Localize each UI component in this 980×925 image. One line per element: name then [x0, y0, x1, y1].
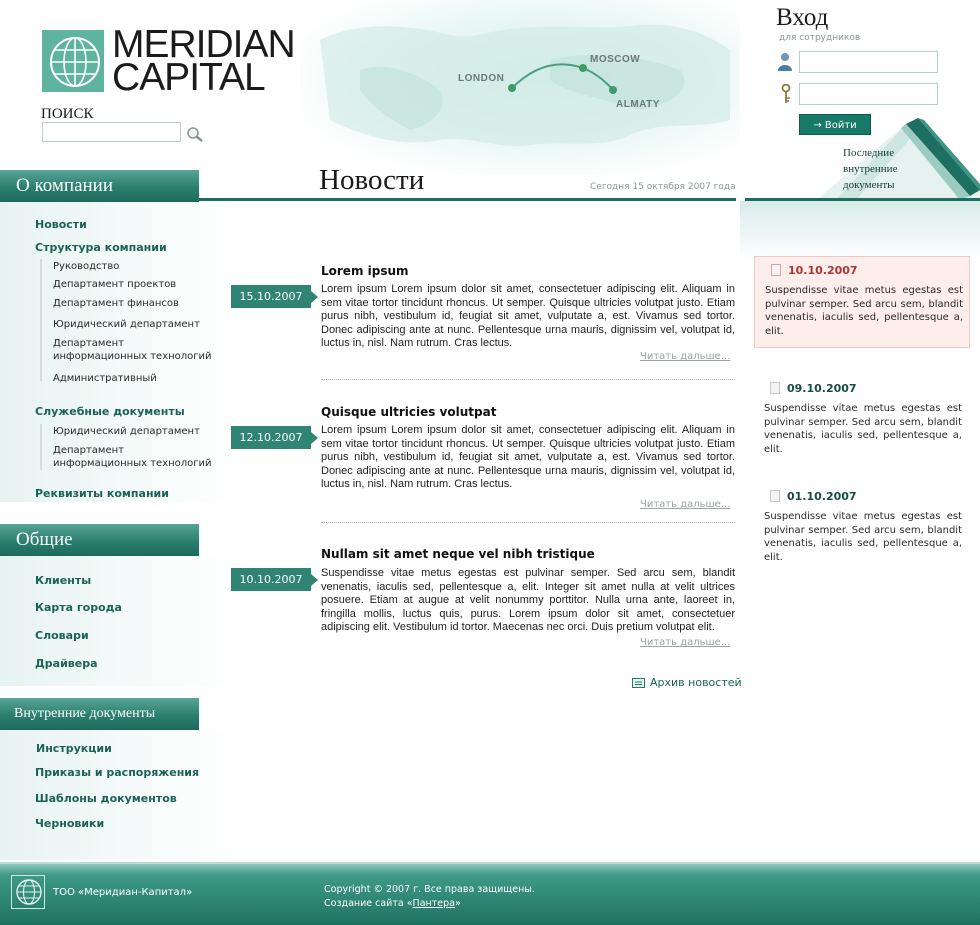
news-text: Suspendisse vitae metus egestas est pulvinar semper. Sed arcu sem, blandit venenatis, iaculis sed, pellentesque a, elit. Integer sit amet nulla at velit ultrices posuere. Etiam at augue at velit nonummy porttitor. Nulla urna ante, laoreet in, fringilla mollis, luctus quis, purus. Lorem ipsum dolor sit amet, consectetuer adipiscing elit. Vestibulum id tortor. Maecenas nec orci. Duis pretium volutpat elit. [321, 567, 735, 633]
footer-copyright-block [324, 883, 535, 911]
nav-templates[interactable]: Шаблоны документов [35, 792, 177, 805]
nav-requisites[interactable]: Реквизиты компании [35, 487, 169, 500]
nav-service-docs[interactable]: Служебные документы [35, 405, 185, 418]
docs-label-line-3: документы [843, 179, 895, 191]
footer-credit [324, 897, 535, 911]
docs-label-line-1: Последние [843, 147, 895, 159]
doc-date[interactable]: 09.10.2007 [787, 382, 857, 395]
news-archive-link[interactable]: Архив новостей [650, 676, 742, 689]
section-header-company: О компании [0, 170, 199, 202]
news-date-tag: 10.10.2007 [231, 568, 311, 591]
login-password-field[interactable] [799, 83, 938, 105]
read-more-link[interactable]: Читать дальше... [640, 637, 731, 648]
news-text: Lorem ipsum Lorem ipsum dolor sit amet, consectetuer adipiscing elit. Aliquam in sem vitae tortor tincidunt rhoncus. Ut semper. Quisque ultricies volutpat justo. Etiam purus nibh, vestibulum id, feugiat sit amet, vulputate a, est. Vivamus sed tortor. Donec adipiscing ante at nunc. Pellentesque urna mauris, dignissim vel, volutpat id, luctus in, nisl. Nam rutrum. Cras lectus. [321, 424, 735, 490]
nav-sub-projects[interactable]: Департамент проектов [53, 279, 177, 290]
news-date-tag: 15.10.2007 [231, 285, 311, 308]
search-input[interactable] [42, 122, 181, 142]
nav-dictionaries[interactable]: Словари [35, 629, 89, 642]
footer-developer-link[interactable]: Пантера [412, 898, 455, 909]
company-logo[interactable] [42, 23, 295, 99]
nav-sub-legal[interactable]: Юридический департамент [53, 319, 200, 330]
search-label: ПОИСК [41, 106, 94, 122]
news-text: Lorem ipsum Lorem ipsum dolor sit amet, consectetuer adipiscing elit. Aliquam in sem vitae tortor tincidunt rhoncus. Ut semper. Quisque ultricies volutpat justo. Etiam purus nibh, vestibulum id, feugiat sit amet, vulputate a, est. Vivamus sed tortor. Donec adipiscing ante at nunc. Pellentesque urna mauris, dignissim vel, volutpat id, luctus in, nisl. Nam rutrum. Cras lectus. [321, 283, 735, 349]
nav-news[interactable]: Новости [35, 218, 87, 231]
news-title[interactable]: Lorem ipsum [321, 264, 409, 278]
nav-sub-admin[interactable]: Административный [53, 373, 157, 384]
footer-company-name: ТОО «Меридиан-Капитал» [53, 887, 193, 898]
read-more-link[interactable]: Читать дальше... [640, 499, 731, 510]
right-column-bg [740, 201, 980, 261]
nav-orders[interactable]: Приказы и распоряжения [35, 766, 200, 779]
globe-icon [42, 30, 104, 92]
document-icon [771, 264, 781, 276]
footer-credit-prefix: Создание сайта « [324, 898, 413, 909]
doc-date[interactable]: 01.10.2007 [787, 490, 857, 503]
document-icon [770, 382, 780, 394]
nav-sub-finance[interactable]: Департамент финансов [53, 298, 179, 309]
doc-text: Suspendisse vitae metus egestas est pulvinar semper. Sed arcu sem, blandit venenatis, iaculis sed, pellentesque a, elit. [765, 285, 963, 337]
map-city-london: LONDON [458, 73, 505, 84]
nav-sub-it[interactable]: Департамент информационных технологий [53, 338, 212, 362]
nav-structure[interactable]: Структура компании [35, 241, 167, 254]
map-city-moscow: MOSCOW [590, 54, 641, 65]
news-title[interactable]: Nullam sit amet neque vel nibh tristique [321, 547, 595, 561]
login-username-field[interactable] [799, 51, 938, 73]
doc-text: Suspendisse vitae metus egestas est pulvinar semper. Sed arcu sem, blandit venenatis, iaculis sed, pellentesque a, elit. [764, 511, 962, 563]
nav-sub-management[interactable]: Руководство [53, 261, 120, 272]
document-icon [770, 490, 780, 502]
user-icon [778, 52, 792, 72]
section-header-general: Общие [0, 524, 199, 556]
title-divider [198, 198, 736, 201]
world-map [300, 0, 740, 175]
map-city-almaty: ALMATY [616, 99, 660, 110]
login-button[interactable]: → Войти [799, 114, 871, 135]
page-title: Новости [319, 164, 425, 196]
doc-card[interactable] [754, 483, 970, 569]
footer-copyright: Copyright © 2007 г. Все права защищены. [324, 884, 535, 895]
nav-city-map[interactable]: Карта города [35, 601, 122, 614]
news-separator [321, 379, 735, 380]
login-title: Вход [776, 4, 829, 31]
nav-drafts[interactable]: Черновики [35, 817, 105, 830]
read-more-link[interactable]: Читать дальше... [640, 351, 731, 362]
section-header-internal: Внутренние документы [0, 698, 199, 730]
nav-drivers[interactable]: Драйвера [35, 657, 98, 670]
nav-service-legal[interactable]: Юридический департамент [53, 426, 200, 437]
docs-label-line-2: внутренние [843, 163, 898, 175]
archive-icon[interactable] [632, 678, 645, 688]
doc-text: Suspendisse vitae metus egestas est pulvinar semper. Sed arcu sem, blandit venenatis, iaculis sed, pellentesque a, elit. [764, 403, 962, 455]
key-icon [780, 84, 792, 104]
doc-card-highlighted[interactable] [754, 256, 970, 348]
logo-line-1: MERIDIAN [112, 23, 295, 66]
today-date: Сегодня 15 октября 2007 года [590, 182, 736, 192]
structure-submenu-rule [40, 259, 42, 381]
news-separator [321, 522, 735, 523]
news-date-tag: 12.10.2007 [231, 426, 311, 449]
nav-instructions[interactable]: Инструкции [36, 742, 112, 755]
login-subtitle: для сотрудников [779, 33, 861, 43]
footer-globe-icon [11, 875, 45, 909]
latest-docs-label[interactable] [843, 145, 897, 193]
nav-clients[interactable]: Клиенты [35, 574, 92, 587]
doc-card[interactable] [754, 375, 970, 461]
footer-credit-suffix: » [454, 898, 461, 909]
doc-date[interactable]: 10.10.2007 [788, 264, 858, 277]
logo-wordmark [112, 23, 295, 99]
logo-line-2: CAPITAL [112, 56, 265, 99]
news-title[interactable]: Quisque ultricies volutpat [321, 405, 497, 419]
service-submenu-rule [40, 424, 42, 470]
search-icon[interactable] [186, 126, 204, 142]
nav-service-it[interactable]: Департамент информационных технологий [53, 445, 212, 469]
